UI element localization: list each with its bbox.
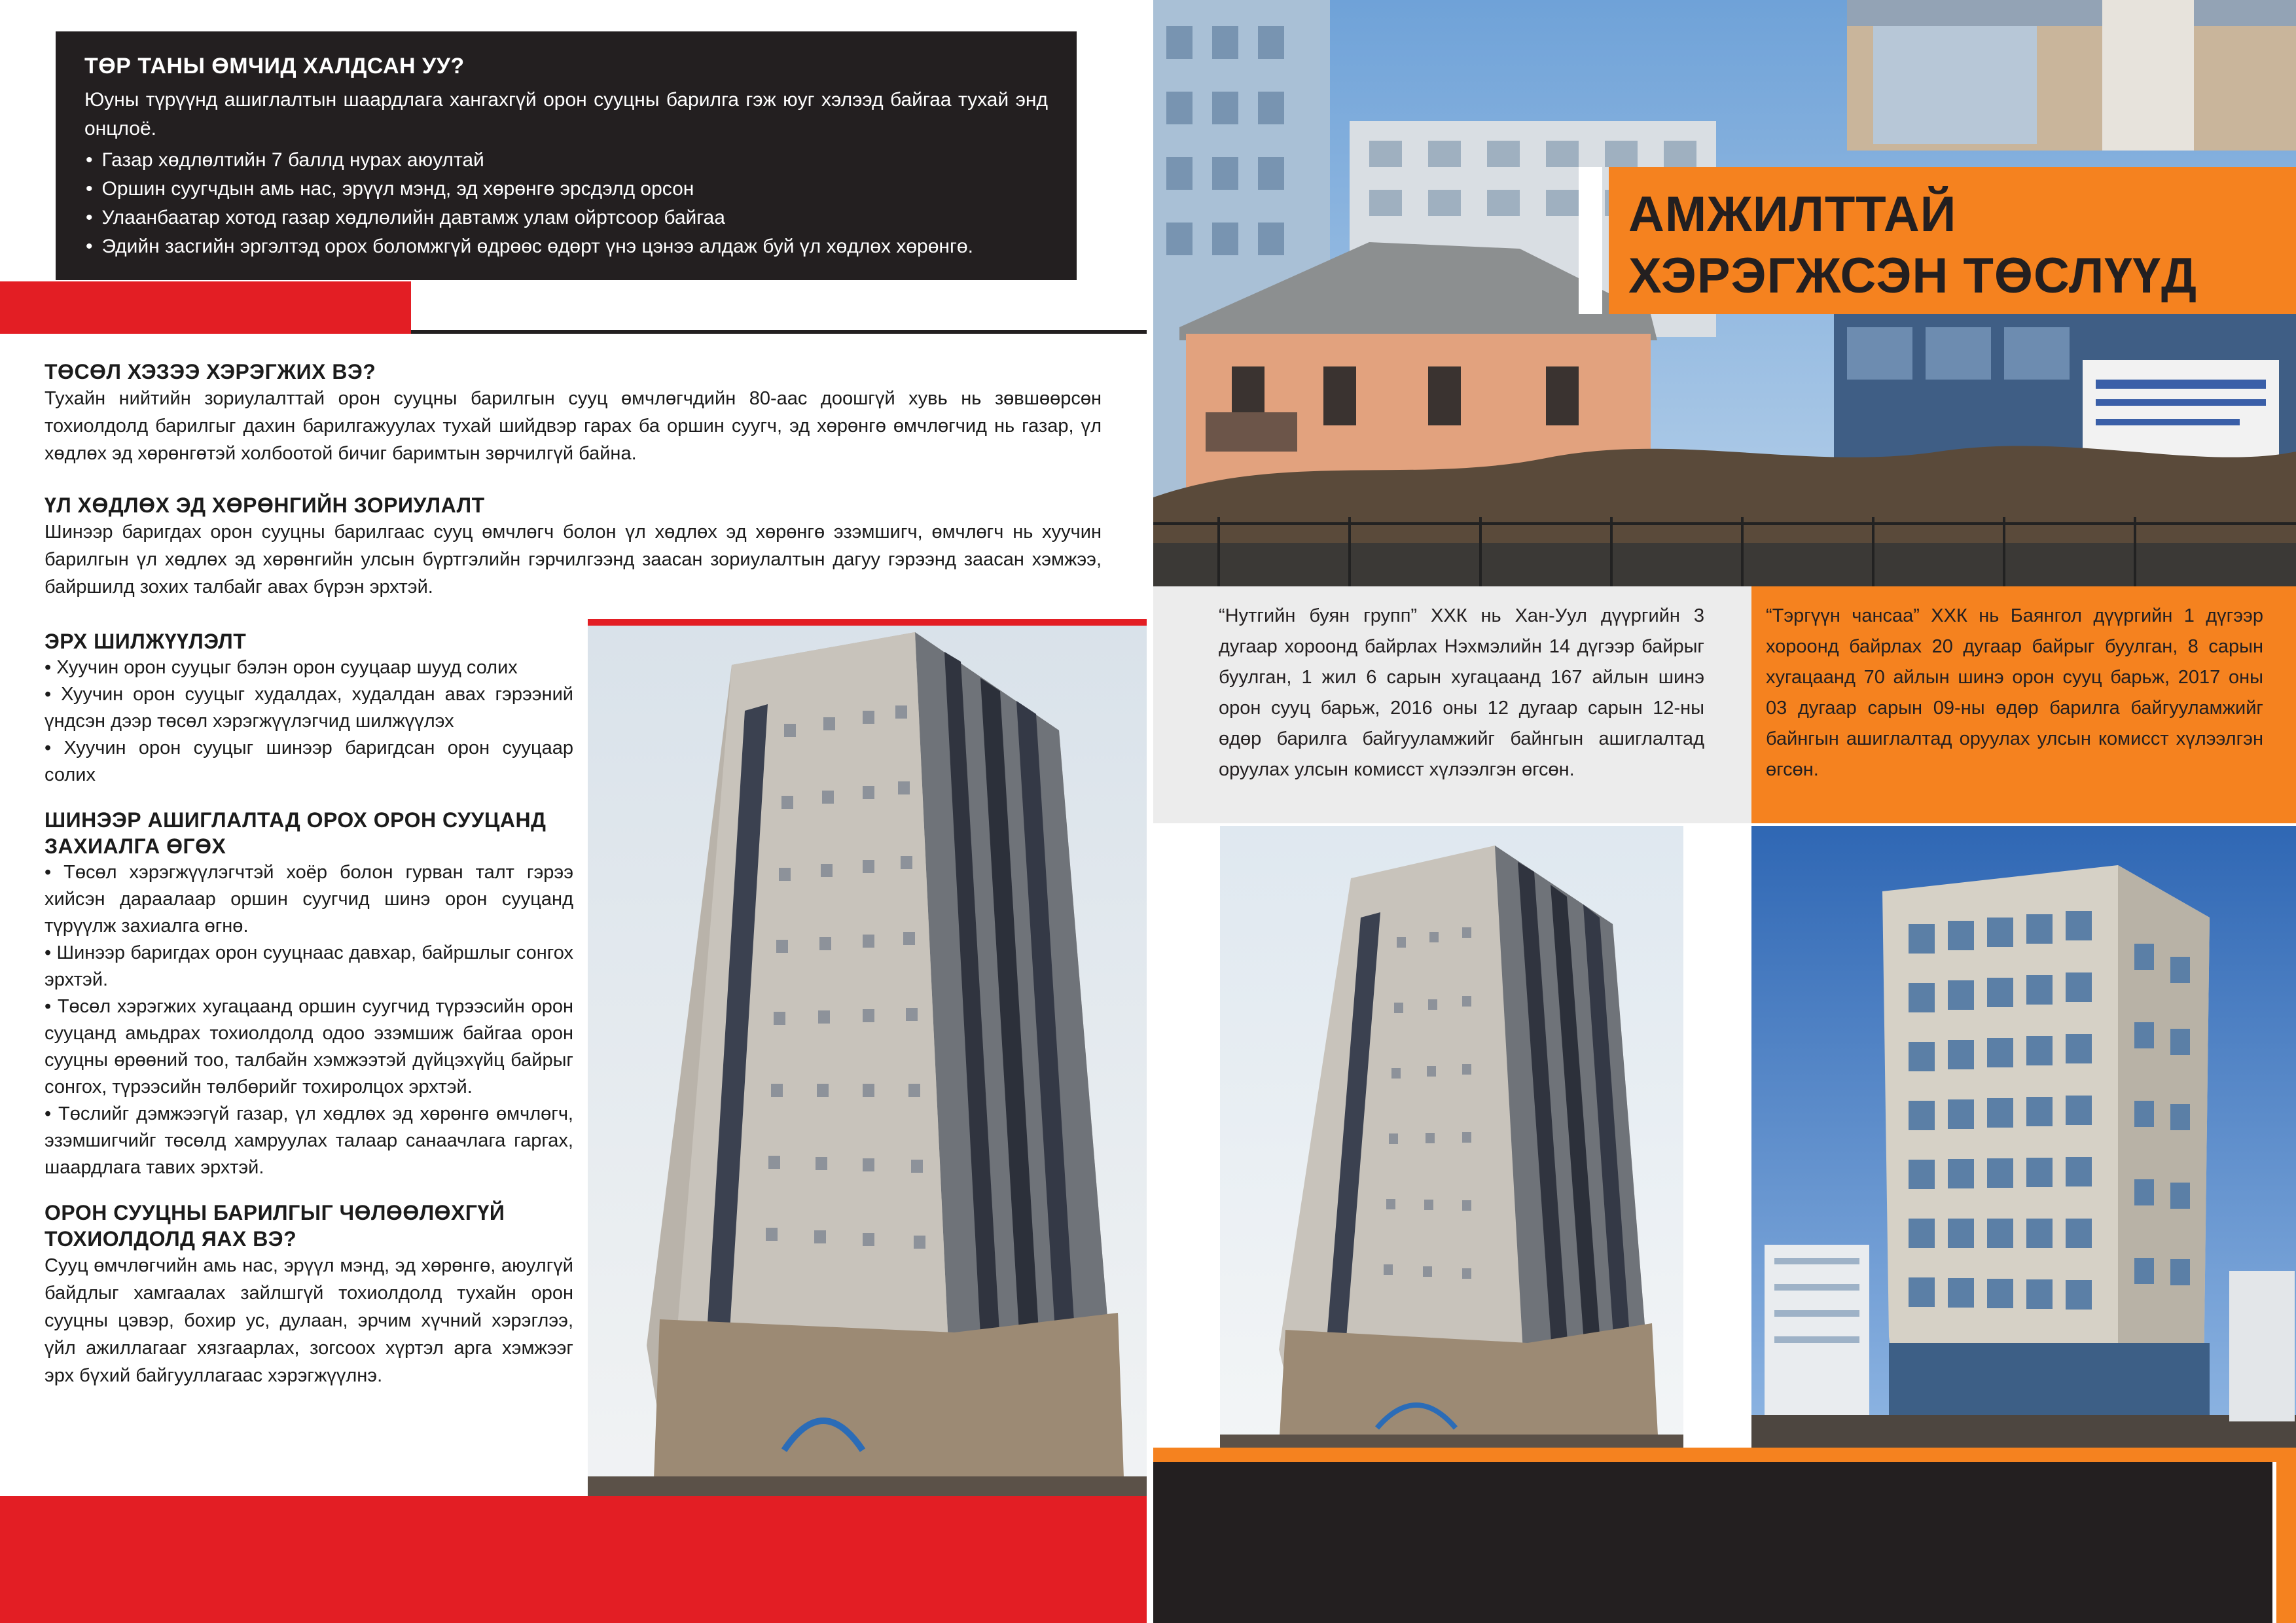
intro-bullet: • Оршин суугчдын амь нас, эрүүл мэнд, эд хөрөнгө эрсдэлд орсон [84,175,1048,204]
left-page [0,0,1147,1623]
bullet-item: • Хуучин орон сууцыг шинээр баригдсан орон сууцаар солих [45,738,573,785]
black-divider-line [411,330,1147,334]
photo-red-top-bar [588,619,1147,626]
section-title: ШИНЭЭР АШИГЛАЛТАД ОРОХ ОРОН СУУЦАНД ЗАХИАЛГА ӨГӨХ [45,808,547,858]
section-title: ОРОН СУУЦНЫ БАРИЛГЫГ ЧӨЛӨӨЛӨХГҮЙ ТОХИОЛДОЛД ЯАХ ВЭ? [45,1201,505,1251]
orange-corner-accent [2276,1462,2296,1623]
intro-bullet: • Эдийн засгийн эргэлтэд орох боломжгүй өдрөөс өдөрт үнэ цэнээ алдаж буй үл хөдлөх хөрөнгө. [84,232,1048,261]
orange-bottom-line [1153,1448,2296,1462]
black-bottom-bar [1153,1462,2272,1623]
section-text: Шинээр баригдах орон сууцны барилгаас сууц өмчлөгч болон үл хөдлөх эд хөрөнгө эзэмшигч, өмчлөгч нь хуучин барилгын үл хөдлөх эд хөрөнгийн улсын бүртгэлийн гэрчилгээнд заасан зориулалтын дагуу гэрээнд заасан хэмжээ, байршилд зохих талбайг авах бүрэн эрхтэй. [45,522,1102,597]
intro-box-title: ТӨР ТАНЫ ӨМЧИД ХАЛДСАН УУ? [84,54,465,79]
intro-bullet: • Улаанбаатар хотод газар хөдлөлийн давтамж улам ойртсоор байгаа [84,204,1048,232]
tower-photo-left [588,626,1147,1496]
title-box [1609,167,2296,314]
section-property-purpose [45,492,1102,601]
intro-box-bullets [84,146,1048,261]
section-not-vacated [45,1200,573,1389]
intro-bullet: • Газар хөдлөлтийн 7 баллд нурах аюултай [84,146,1048,175]
red-accent-bar [0,281,411,334]
page-gutter [1147,0,1153,1623]
project-caption-2: “Тэргүүн чансаа” ХХК нь Баянгол дүүргийн 1 дүгээр хороонд байрлах 20 дугаар байрыг буулган, 8 сарын хугацаанд 70 айлын шинэ орон сууц барьж, 2017 оны 03 дугаар сарын 09-ны өдөр барилга байгууламжийг байнгын ашиглалтад оруулах улсын комисст хүлээлгэн өгсөн. [1766,605,2263,780]
section-title: ҮЛ ХӨДЛӨХ ЭД ХӨРӨНГИЙН ЗОРИУЛАЛТ [45,493,485,517]
red-bottom-bar [0,1496,1147,1623]
page-title-line2: ХЭРЭГЖСЭН ТӨСЛҮҮД [1628,248,2197,304]
page-title-line1: АМЖИЛТТАЙ [1628,187,1957,242]
bullet-item: • Төсөл хэрэгжүүлэгчтэй хоёр болон гурван талт гэрээ хийсэн дараалаар оршин суугчид шинэ орон сууцанд түрүүлж захиалга өгнө. [45,862,573,936]
bullet-item: • Төслийг дэмжээгүй газар, үл хөдлөх эд хөрөнгө өмчлөгч, эзэмшигчийг төсөлд хамруулах талаар санаачлага гаргах, шаардлага тавих эрхтэй. [45,1103,573,1178]
section-title: ТӨСӨЛ ХЭЗЭЭ ХЭРЭГЖИХ ВЭ? [45,360,376,383]
bullet-item: • Шинээр баригдах орон сууцнаас давхар, байршлыг сонгох эрхтэй. [45,942,573,990]
bullet-item: • Хуучин орон сууцыг худалдах, худалдан авах гэрээний үндсэн дээр төсөл хэрэгжүүлэгчид шилжүүлэх [45,684,573,732]
section-rights-transfer [45,628,573,789]
section-text: Тухайн нийтийн зориулалттай орон сууцны барилгын сууц өмчлөгчдийн 80-аас доошгүй хувь нь зөвшөөрсөн тохиолдолд барилгыг дахин барилгажуулах тухай шийдвэр гарах ба оршин суугч, эд хөрөнгө өмчлөгчид нь газар, үл хөдлөх эд хөрөнгөтэй холбоотой бичиг баримтын зөрчилгүй байна. [45,388,1102,464]
section-when [45,359,1102,467]
intro-box-text: Юуны түрүүнд ашиглалтын шаардлага хангахгүй орон сууцны барилга гэж юуг хэлээд байгаа тухай энд онцлоё. [84,89,1048,139]
right-page [1153,0,2296,1623]
tower-photo-project-1 [1220,826,1683,1448]
bullet-item: • Хуучин орон сууцыг бэлэн орон сууцаар шууд солих [45,657,518,678]
project-caption-1: “Нутгийн буян групп” ХХК нь Хан-Уул дүүргийн 3 дугаар хороонд байрлах Нэхмэлийн 14 дүгээр байрыг буулган, 1 жил 6 сарын хугацаанд 167 айлын шинэ орон сууц барьж, 2016 оны 12 дугаар сарын 12-ны өдөр барилга байгууламжийг байнгын ашиглалтад оруулах улсын комисст хүлээлгэн өгсөн. [1219,605,1704,780]
tower-photo-project-2 [1751,826,2296,1448]
bullet-item: • Төсөл хэрэгжих хугацаанд оршин суугчид түрээсийн орон сууцанд амьдрах тохиолдолд одоо эзэмшиж байгаа орон сууцны өрөөний тоо, талбайн хэмжээтэй дүйцэхүйц байрыг сонгох, түрээсийн төлбөрийг тохиролцох эрхтэй. [45,996,573,1097]
section-order-new-apartment [45,807,573,1181]
title-white-strip [1579,167,1602,314]
left-column [45,628,573,1408]
section-text: Сууц өмчлөгчийн амь нас, эрүүл мэнд, эд хөрөнгө, аюулгүй байдлыг хамгаалах зайлшгүй тохиолдолд тухайн орон сууцны цэвэр, бохир ус, дулаан, эрчим хүчний хэрэглээ, үйл ажиллагааг хязгаарлах, зогсоох хүртэл арга хэмжээг эрх бүхий байгууллагаас хэрэгжүүлнэ. [45,1255,573,1386]
intro-box [56,31,1077,280]
section-title: ЭРХ ШИЛЖҮҮЛЭЛТ [45,630,247,653]
